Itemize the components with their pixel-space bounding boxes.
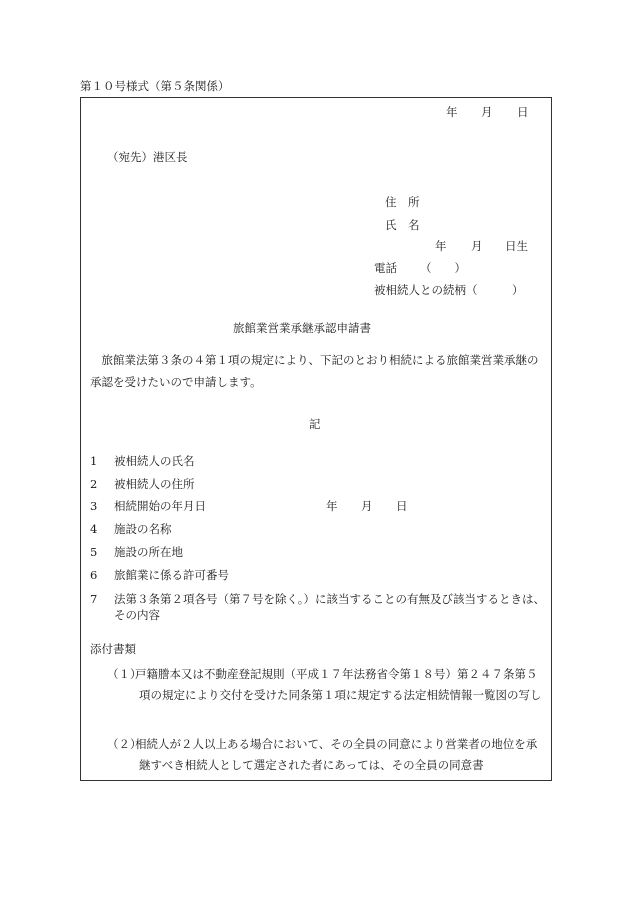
item-number: 6 xyxy=(90,568,98,582)
attachment-text: 相続人が２人以上ある場合において、その全員の同意により営業者の地位を承継すべき相続人として選定された者にあっては、その全員の同意書 xyxy=(135,737,538,772)
item3-year-label: 年 xyxy=(326,499,338,513)
body-paragraph: 旅館業法第３条の４第１項の規定により、下記のとおり相続による旅館業営業承継の承認を受けたいので申請します。 xyxy=(90,353,539,389)
item-number: 4 xyxy=(90,522,98,536)
attachment-item xyxy=(107,734,547,776)
document-title: 旅館業営業承継承認申請書 xyxy=(233,321,371,335)
addressee: （宛先）港区長 xyxy=(107,150,188,164)
phone-label: 電話 xyxy=(374,261,397,275)
list-item xyxy=(90,546,183,560)
birth-day-label: 日生 xyxy=(505,239,528,253)
birth-month-label: 月 xyxy=(471,239,483,253)
birth-year-label: 年 xyxy=(435,239,447,253)
item-number: 2 xyxy=(90,477,98,491)
item-number: 7 xyxy=(90,592,98,606)
item-label: 旅館業に係る許可番号 xyxy=(114,568,229,582)
item3-day-label: 日 xyxy=(396,499,408,513)
attachments-heading: 添付書類 xyxy=(90,642,136,656)
item-label: 被相続人の氏名 xyxy=(114,454,195,468)
item-label: 施設の名称 xyxy=(114,522,172,536)
item-label: 被相続人の住所 xyxy=(114,477,195,491)
ki-label: 記 xyxy=(309,417,321,431)
list-item xyxy=(90,591,545,623)
attachment-item xyxy=(107,664,547,706)
applicant-name-label: 氏 名 xyxy=(385,218,420,232)
date-year-label: 年 xyxy=(446,105,458,119)
attachment-number: （１） xyxy=(107,667,142,681)
item-label: 相続開始の年月日 xyxy=(114,499,206,513)
item3-month-label: 月 xyxy=(361,499,373,513)
list-item xyxy=(90,500,206,514)
list-item xyxy=(90,455,195,469)
date-month-label: 月 xyxy=(481,105,493,119)
item-number: 3 xyxy=(90,499,98,513)
attachment-number: （２） xyxy=(107,737,142,751)
relation-label: 被相続人との続柄（ ） xyxy=(374,283,524,297)
list-item xyxy=(90,523,172,537)
item-number: 1 xyxy=(90,454,98,468)
attachment-text: 戸籍謄本又は不動産登記規則（平成１７年法務省令第１８号）第２４７条第５項の規定により交付を受けた同条第１項に規定する法定相続情報一覧図の写し xyxy=(135,667,542,702)
item-label: 法第３条第２項各号（第７号を除く。）に該当することの有無及び該当するときは、その内容 xyxy=(114,592,546,622)
list-item xyxy=(90,478,195,492)
applicant-address-label: 住 所 xyxy=(385,195,420,209)
date-day-label: 日 xyxy=(517,105,529,119)
list-item xyxy=(90,569,229,583)
item-label: 施設の所在地 xyxy=(114,545,183,559)
form-number-label: 第１０号様式（第５条関係） xyxy=(80,79,230,93)
item-number: 5 xyxy=(90,545,98,559)
phone-paren: （ ） xyxy=(420,261,466,275)
